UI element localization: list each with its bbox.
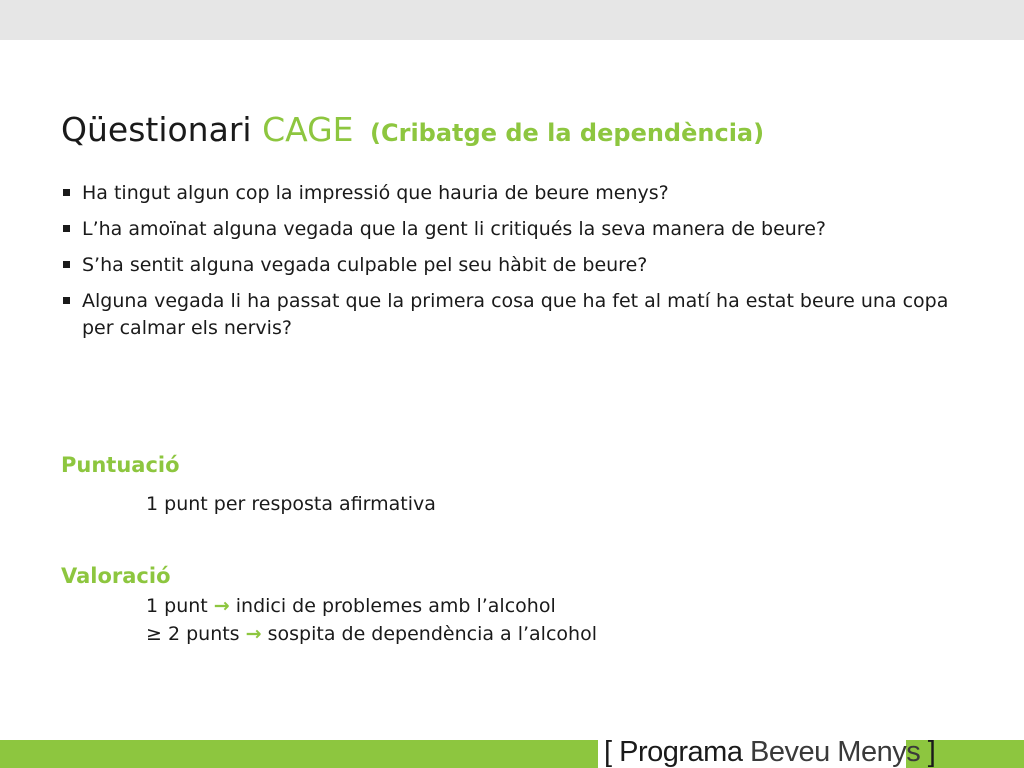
question-text: S’ha sentit alguna vegada culpable pel seu hàbit de beure? xyxy=(82,254,648,276)
top-band xyxy=(0,0,1024,40)
question-text: Alguna vegada li ha passat que la primera cosa que ha fet al matí ha estat beure una copa per calmar els nervis? xyxy=(82,290,949,339)
arrow-right-icon: → xyxy=(213,595,230,617)
square-bullet-icon xyxy=(63,189,70,196)
program-logo xyxy=(604,736,935,768)
question-item xyxy=(62,216,962,243)
assessment-result: indici de problemes amb l’alcohol xyxy=(235,595,556,617)
question-list xyxy=(62,180,962,351)
assessment-heading: Valoració xyxy=(61,564,171,588)
title-main: Qüestionari xyxy=(61,110,252,149)
assessment-condition: ≥ 2 punts xyxy=(146,623,240,645)
brand-part-1: Programa xyxy=(619,736,743,768)
scoring-text: 1 punt per resposta afirmativa xyxy=(146,493,436,515)
assessment-result: sospita de dependència a l’alcohol xyxy=(267,623,597,645)
title-subtitle: (Cribatge de la dependència) xyxy=(370,119,765,147)
question-item xyxy=(62,180,962,207)
assessment-row xyxy=(146,621,597,648)
open-bracket: [ xyxy=(604,736,612,768)
square-bullet-icon xyxy=(63,297,70,304)
arrow-right-icon: → xyxy=(245,623,262,645)
question-text: L’ha amoïnat alguna vegada que la gent li critiqués la seva manera de beure? xyxy=(82,218,826,240)
brand-part-2: Beveu Menys xyxy=(750,736,921,768)
assessment-row xyxy=(146,593,556,620)
question-item xyxy=(62,252,962,279)
square-bullet-icon xyxy=(63,225,70,232)
assessment-condition: 1 punt xyxy=(146,595,208,617)
square-bullet-icon xyxy=(63,261,70,268)
question-item xyxy=(62,288,962,342)
slide-title xyxy=(61,108,764,155)
question-text: Ha tingut algun cop la impressió que hauria de beure menys? xyxy=(82,182,669,204)
close-bracket: ] xyxy=(927,736,936,768)
scoring-heading: Puntuació xyxy=(61,453,180,477)
title-accent: CAGE xyxy=(262,110,354,149)
